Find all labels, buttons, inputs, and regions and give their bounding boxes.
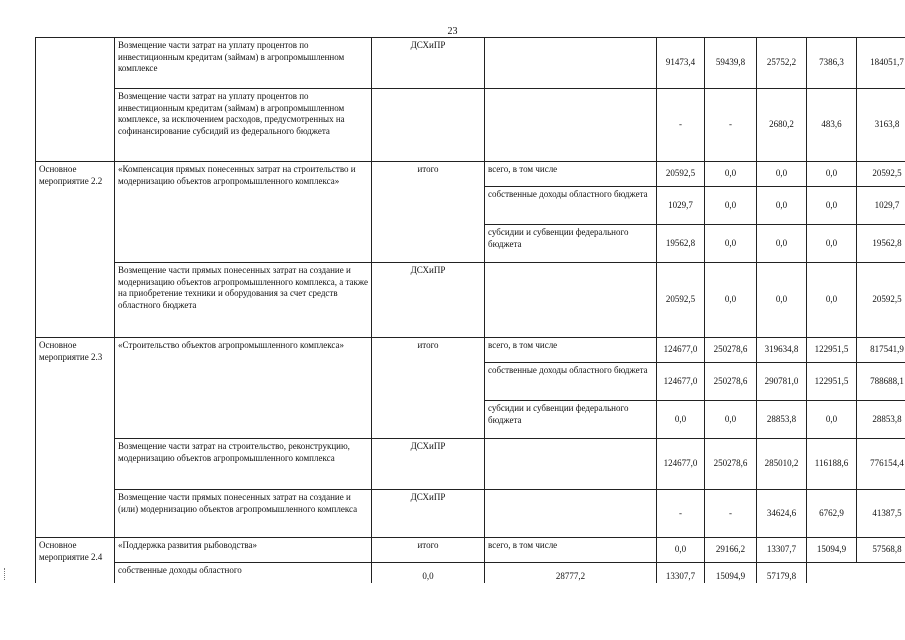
value-cell: 15094,9 — [705, 563, 757, 591]
value-cell: 184051,7 — [857, 38, 905, 89]
value-cell: 57568,8 — [857, 538, 905, 563]
value-cell: - — [705, 89, 757, 162]
funding-source-cell — [485, 439, 657, 490]
page-bottom — [0, 583, 905, 640]
value-cell: 290781,0 — [757, 363, 807, 401]
value-cell: 788688,1 — [857, 363, 905, 401]
funding-source-cell: собственные доходы областного — [115, 563, 372, 591]
value-cell: 28777,2 — [485, 563, 657, 591]
value-cell: 1029,7 — [657, 187, 705, 225]
activity-name-cell: Возмещение части затрат на строительство, реконструкцию, модернизацию объектов агропромышленного комплекса — [115, 439, 372, 490]
value-cell: - — [657, 89, 705, 162]
value-cell: 0,0 — [657, 538, 705, 563]
table-row — [36, 89, 905, 162]
activity-name-cell: Возмещение части затрат на уплату процентов по инвестиционным кредитам (займам) в агропромышленном комплексе — [115, 38, 372, 89]
value-cell: 2680,2 — [757, 89, 807, 162]
value-cell: - — [657, 490, 705, 538]
value-cell: 250278,6 — [705, 338, 757, 363]
value-cell: 817541,9 — [857, 338, 905, 363]
value-cell: 483,6 — [807, 89, 857, 162]
value-cell: 20592,5 — [657, 162, 705, 187]
value-cell: 124677,0 — [657, 363, 705, 401]
value-cell: 19562,8 — [657, 225, 705, 263]
value-cell: 0,0 — [757, 187, 807, 225]
table-row — [36, 38, 905, 89]
value-cell: 7386,3 — [807, 38, 857, 89]
value-cell: 124677,0 — [657, 439, 705, 490]
executor-cell: ДСХиПР — [372, 263, 485, 338]
activity-name-cell: «Строительство объектов агропромышленного комплекса» — [115, 338, 372, 439]
executor-cell: ДСХиПР — [372, 38, 485, 89]
activity-name-cell: Возмещение части прямых понесенных затрат на создание и (или) модернизацию объектов агропромышленного комплекса — [115, 490, 372, 538]
value-cell: 0,0 — [807, 162, 857, 187]
activity-label-cell: Основное мероприятие 2.2 — [36, 162, 115, 338]
funding-source-cell: собственные доходы областного бюджета — [485, 363, 657, 401]
value-cell: 13307,7 — [757, 538, 807, 563]
funding-source-cell — [485, 38, 657, 89]
value-cell: 0,0 — [705, 225, 757, 263]
value-cell: 0,0 — [705, 187, 757, 225]
value-cell: 34624,6 — [757, 490, 807, 538]
value-cell: 20592,5 — [857, 162, 905, 187]
activity-label-cell — [36, 38, 115, 162]
value-cell: 0,0 — [657, 401, 705, 439]
value-cell: 41387,5 — [857, 490, 905, 538]
table-row — [36, 490, 905, 538]
executor-cell: итого — [372, 538, 485, 563]
activity-label-cell: Основное мероприятие 2.4 — [36, 538, 115, 591]
activity-name-cell: Возмещение части затрат на уплату процентов по инвестиционным кредитам (займам) в агропромышленном комплексе, за исключением расходов, предусмотренных на софинансирование субсидий из федерального бюджета — [115, 89, 372, 162]
funding-source-cell — [485, 89, 657, 162]
value-cell: 124677,0 — [657, 338, 705, 363]
executor-cell: итого — [372, 162, 485, 263]
margin-mark — [4, 568, 6, 580]
value-cell: - — [705, 490, 757, 538]
table-row — [36, 439, 905, 490]
executor-cell: ДСХиПР — [372, 490, 485, 538]
value-cell: 0,0 — [807, 225, 857, 263]
value-cell: 0,0 — [757, 263, 807, 338]
value-cell: 19562,8 — [857, 225, 905, 263]
value-cell: 20592,5 — [657, 263, 705, 338]
funding-source-cell: собственные доходы областного бюджета — [485, 187, 657, 225]
value-cell: 29166,2 — [705, 538, 757, 563]
executor-cell: итого — [372, 338, 485, 439]
value-cell: 0,0 — [807, 263, 857, 338]
activity-name-cell: «Поддержка развития рыбоводства» — [115, 538, 372, 563]
table-row — [36, 338, 905, 363]
value-cell: 0,0 — [757, 225, 807, 263]
executor-cell — [372, 89, 485, 162]
value-cell: 59439,8 — [705, 38, 757, 89]
activity-label-cell: Основное мероприятие 2.3 — [36, 338, 115, 538]
value-cell: 3163,8 — [857, 89, 905, 162]
executor-cell: ДСХиПР — [372, 439, 485, 490]
table-row — [36, 162, 905, 187]
value-cell: 20592,5 — [857, 263, 905, 338]
funding-source-cell — [485, 263, 657, 338]
value-cell: 776154,4 — [857, 439, 905, 490]
table-row — [36, 538, 905, 563]
value-cell: 0,0 — [757, 162, 807, 187]
value-cell: 0,0 — [807, 187, 857, 225]
value-cell: 116188,6 — [807, 439, 857, 490]
funding-source-cell: всего, в том числе — [485, 538, 657, 563]
value-cell: 0,0 — [807, 401, 857, 439]
value-cell: 250278,6 — [705, 363, 757, 401]
value-cell: 0,0 — [705, 401, 757, 439]
page-number: 23 — [447, 26, 458, 37]
value-cell: 0,0 — [705, 162, 757, 187]
value-cell: 25752,2 — [757, 38, 807, 89]
value-cell: 285010,2 — [757, 439, 807, 490]
value-cell: 250278,6 — [705, 439, 757, 490]
value-cell: 6762,9 — [807, 490, 857, 538]
budget-table — [35, 37, 905, 591]
value-cell: 0,0 — [705, 263, 757, 338]
table-row — [36, 263, 905, 338]
value-cell: 1029,7 — [857, 187, 905, 225]
value-cell: 28853,8 — [757, 401, 807, 439]
value-cell: 0,0 — [372, 563, 485, 591]
value-cell: 57179,8 — [757, 563, 807, 591]
funding-source-cell: всего, в том числе — [485, 162, 657, 187]
activity-name-cell: Возмещение части прямых понесенных затрат на создание и модернизацию объектов агропромышленного комплекса, а также на приобретение техники и оборудования за счет средств областного бюджета — [115, 263, 372, 338]
funding-source-cell: субсидии и субвенции федерального бюджета — [485, 225, 657, 263]
activity-name-cell: «Компенсация прямых понесенных затрат на строительство и модернизацию объектов агропромышленного комплекса» — [115, 162, 372, 263]
value-cell: 122951,5 — [807, 338, 857, 363]
funding-source-cell — [485, 490, 657, 538]
value-cell: 122951,5 — [807, 363, 857, 401]
funding-source-cell: субсидии и субвенции федерального бюджета — [485, 401, 657, 439]
funding-source-cell: всего, в том числе — [485, 338, 657, 363]
value-cell: 28853,8 — [857, 401, 905, 439]
value-cell: 319634,8 — [757, 338, 807, 363]
value-cell: 91473,4 — [657, 38, 705, 89]
value-cell: 13307,7 — [657, 563, 705, 591]
value-cell: 15094,9 — [807, 538, 857, 563]
